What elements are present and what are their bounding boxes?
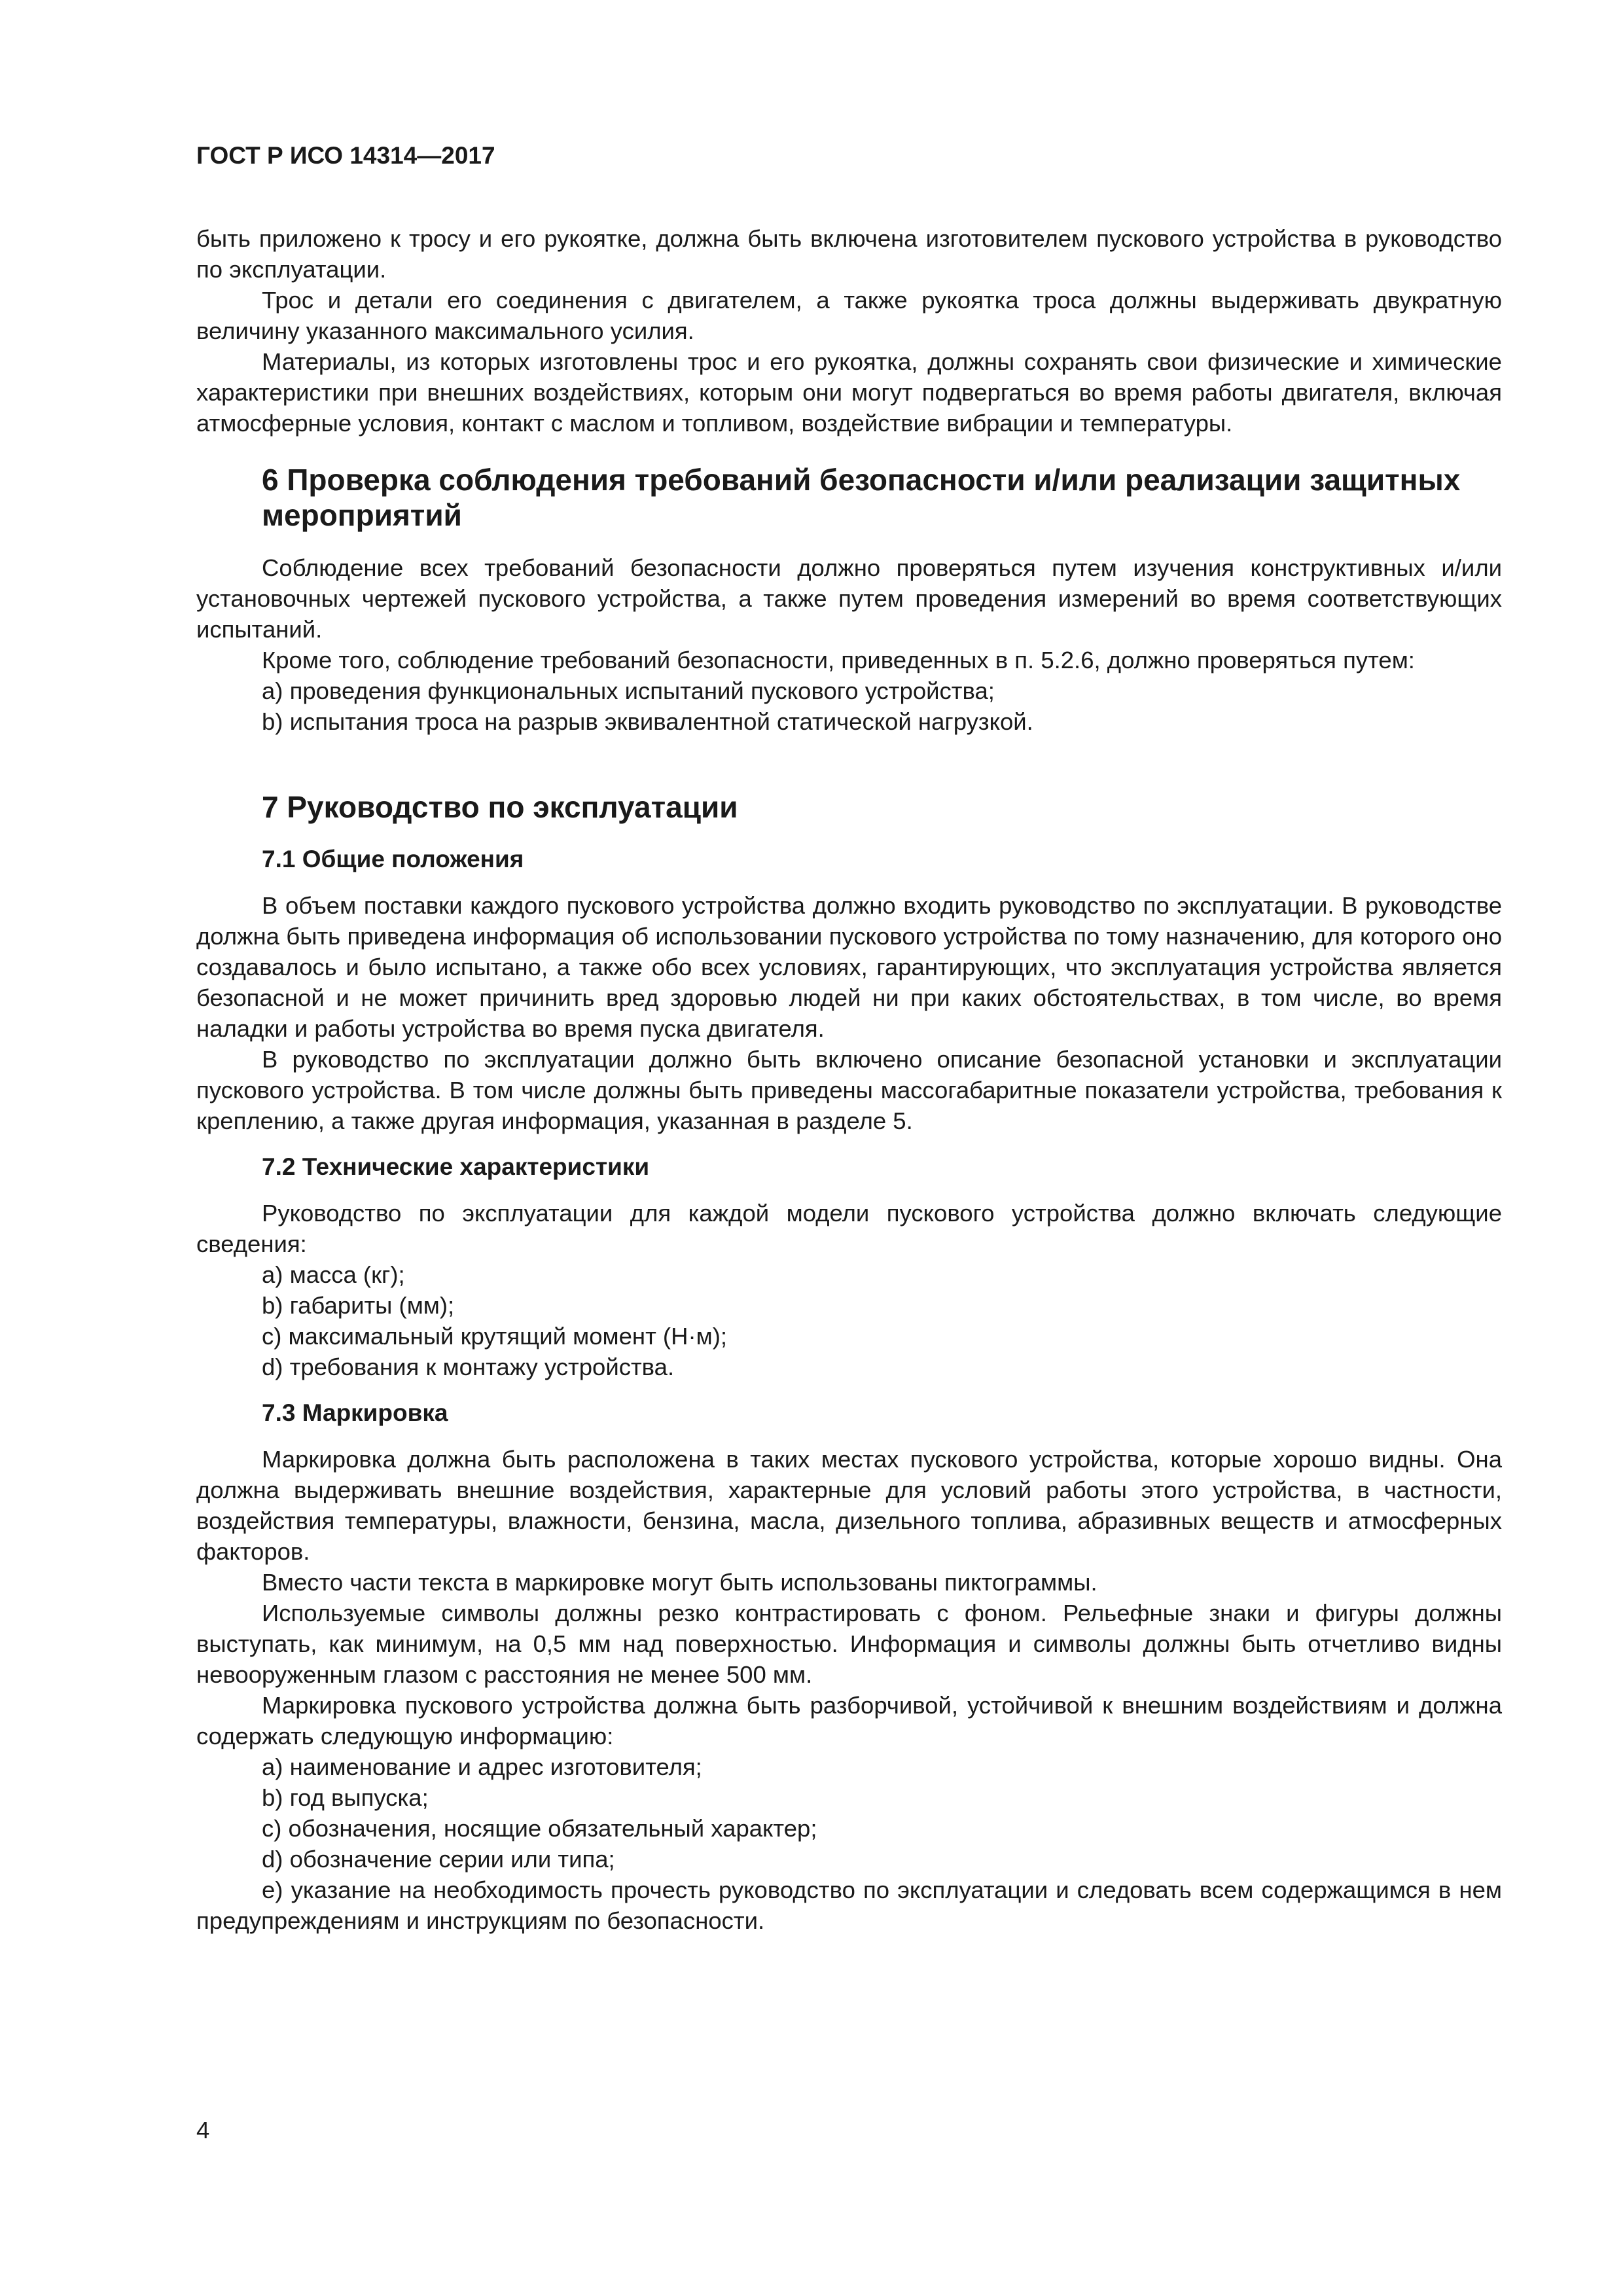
section-7-3-list-item-d: d) обозначение серии или типа; [262, 1846, 615, 1873]
section-7-3-paragraph-3: Используемые символы должны резко контрастировать с фоном. Рельефные знаки и фигуры должны выступать, как минимум, на 0,5 мм над поверхностью. Информация и символы должны быть отчетливо видны невооруженным глазом с расстояния не менее 500 мм. [196, 1600, 1502, 1688]
section-7-3-list-item-b: b) год выпуска; [262, 1784, 429, 1811]
section-7-2-list-item-b: b) габариты (мм); [262, 1292, 455, 1319]
intro-paragraph-3: Материалы, из которых изготовлены трос и его рукоятка, должны сохранять свои физические и химические характеристики при внешних воздействиях, которым они могут подвергаться во время работы двигателя, включая атмосферные условия, контакт с маслом и топливом, воздействие вибрации и температуры. [196, 348, 1502, 437]
section-7-2-list-item-c: c) максимальный крутящий момент (Н·м); [262, 1323, 727, 1350]
section-7-3-heading: 7.3 Маркировка [262, 1399, 448, 1426]
section-7-2-list-item-d: d) требования к монтажу устройства. [262, 1354, 675, 1380]
section-7-1-heading: 7.1 Общие положения [262, 846, 524, 872]
document-page [196, 141, 1502, 1936]
section-7-3-paragraph-4: Маркировка пускового устройства должна быть разборчивой, устойчивой к внешним воздействиям и должна содержать следующую информацию: [196, 1692, 1502, 1749]
section-7-1-paragraph-2: В руководство по эксплуатации должно быть включено описание безопасной установки и эксплуатации пускового устройства. В том числе должны быть приведены массогабаритные показатели устройства, требования к креплению, а также другая информация, указанная в разделе 5. [196, 1046, 1502, 1134]
section-6-heading: 6 Проверка соблюдения требований безопасности и/или реализации защитных мероприятий [262, 463, 1461, 532]
document-header: ГОСТ Р ИСО 14314—2017 [196, 142, 495, 169]
section-7-3-list-item-a: a) наименование и адрес изготовителя; [262, 1753, 702, 1780]
page-number: 4 [196, 2117, 210, 2144]
section-7-2-heading: 7.2 Технические характеристики [262, 1153, 650, 1180]
section-7-3-list-item-c: c) обозначения, носящие обязательный характер; [262, 1815, 817, 1842]
intro-paragraph-2: Трос и детали его соединения с двигателем, а также рукоятка троса должны выдерживать двукратную величину указанного максимального усилия. [196, 287, 1502, 344]
section-7-heading: 7 Руководство по эксплуатации [262, 790, 738, 824]
section-7-1-paragraph-1: В объем поставки каждого пускового устройства должно входить руководство по эксплуатации. В руководстве должна быть приведена информация об использовании пускового устройства по тому назначению, для которого оно создавалось и было испытано, а также обо всех условиях, гарантирующих, что эксплуатация устройства является безопасной и не может причинить вред здоровью людей ни при каких обстоятельствах, в том числе, во время наладки и работы устройства во время пуска двигателя. [196, 892, 1502, 1042]
section-7-3-paragraph-1: Маркировка должна быть расположена в таких местах пускового устройства, которые хорошо видны. Она должна выдерживать внешние воздействия, характерные для условий работы этого устройства, в частности, воздействия температуры, влажности, бензина, масла, дизельного топлива, абразивных веществ и атмосферных факторов. [196, 1446, 1502, 1565]
section-6-list-item-b: b) испытания троса на разрыв эквивалентной статической нагрузкой. [262, 708, 1033, 735]
section-7-2-list-item-a: a) масса (кг); [262, 1261, 405, 1288]
intro-paragraph-1: быть приложено к тросу и его рукоятке, должна быть включена изготовителем пускового устройства в руководство по эксплуатации. [196, 225, 1502, 283]
section-6-paragraph-1: Соблюдение всех требований безопасности должно проверяться путем изучения конструктивных и/или установочных чертежей пускового устройства, а также путем проведения измерений во время соответствующих испытаний. [196, 554, 1502, 643]
section-7-3-paragraph-2: Вместо части текста в маркировке могут быть использованы пиктограммы. [262, 1569, 1097, 1596]
section-6-list-item-a: a) проведения функциональных испытаний пускового устройства; [262, 677, 995, 704]
section-7-2-paragraph-1: Руководство по эксплуатации для каждой модели пускового устройства должно включать следующие сведения: [196, 1200, 1502, 1257]
section-6-paragraph-2: Кроме того, соблюдение требований безопасности, приведенных в п. 5.2.6, должно проверяться путем: [262, 647, 1415, 673]
section-7-3-list-item-e: e) указание на необходимость прочесть руководство по эксплуатации и следовать всем содержащимся в нем предупреждениям и инструкциям по безопасности. [196, 1876, 1502, 1934]
